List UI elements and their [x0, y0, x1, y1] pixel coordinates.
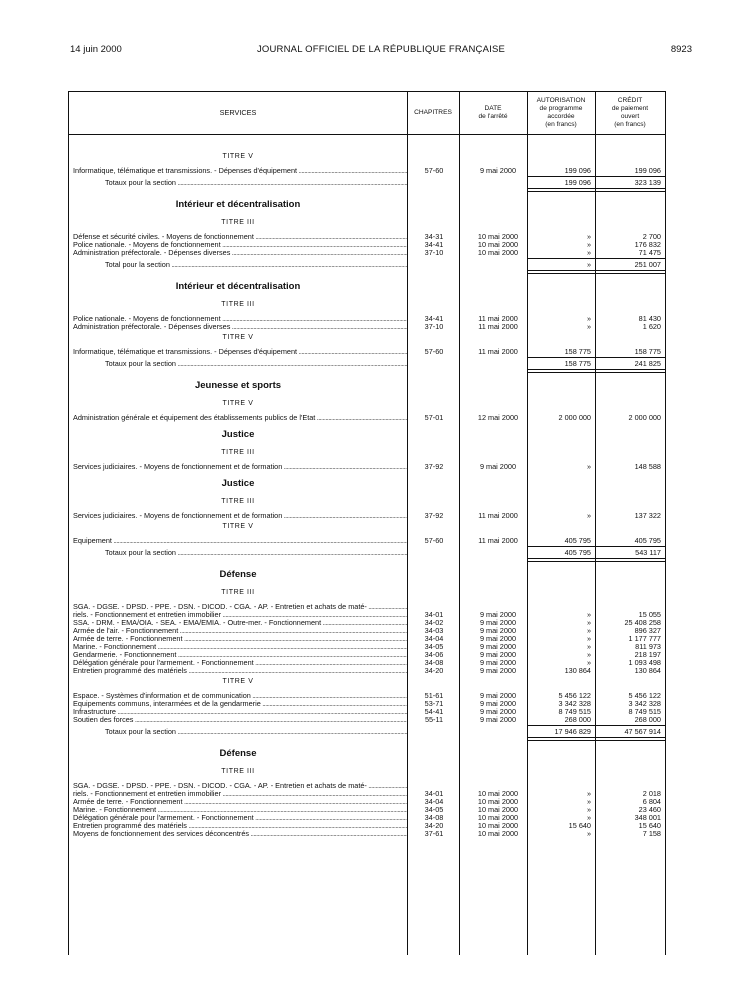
- chapitre-cell: 57-01: [424, 413, 444, 422]
- service-label: Equipement .....: [73, 536, 407, 545]
- titre-heading: TITRE III: [221, 768, 255, 775]
- total-row: [69, 727, 665, 736]
- date-cell: 9 mai 2000: [479, 699, 517, 708]
- credit-cell: 71 475: [638, 248, 661, 257]
- autorisation-cell: 158 775: [564, 359, 591, 368]
- credit-cell: 3 342 328: [628, 699, 661, 708]
- date-cell: 11 mai 2000: [478, 322, 518, 331]
- credit-cell: 23 460: [638, 805, 661, 814]
- autorisation-cell: »: [586, 618, 591, 627]
- chapitre-cell: 34-06: [424, 650, 444, 659]
- total-label: Totaux pour la section .....: [105, 359, 407, 368]
- autorisation-cell: »: [586, 314, 591, 323]
- service-label: Gendarmerie. - Fonctionnement .....: [73, 650, 407, 659]
- autorisation-cell: »: [586, 642, 591, 651]
- col-header-services: SERVICES: [219, 108, 257, 117]
- total-double-rule: [527, 369, 665, 373]
- service-label: Administration préfectorale. - Dépenses diverses .....: [73, 322, 407, 331]
- date-cell: 9 mai 2000: [479, 691, 517, 700]
- titre-heading: TITRE III: [221, 219, 255, 226]
- service-label: Infrastructure .....: [73, 707, 407, 716]
- credit-cell: 7 158: [642, 829, 661, 838]
- credit-cell: 25 408 258: [624, 618, 661, 627]
- table-row: [69, 536, 665, 545]
- credit-cell: 251 007: [634, 260, 661, 269]
- autorisation-cell: »: [586, 248, 591, 257]
- service-label: Informatique, télématique et transmissions. - Dépenses d'équipement .....: [73, 347, 407, 356]
- credit-cell: 241 825: [634, 359, 661, 368]
- chapitre-cell: 37-92: [424, 462, 444, 471]
- service-label: Défense et sécurité civiles. - Moyens de fonctionnement .....: [73, 232, 407, 241]
- page-header: [70, 44, 692, 58]
- credit-cell: 47 567 914: [624, 727, 661, 736]
- service-label: SGA. - DGSE. - DPSD. - PPE. - DSN. - DICOD. - CGA. - AP. - Entretien et achats de maté- .....: [73, 602, 407, 611]
- credit-cell: 6 804: [642, 797, 661, 806]
- total-double-rule: [527, 737, 665, 741]
- titre-heading: TITRE V: [222, 334, 254, 341]
- total-double-rule: [527, 188, 665, 192]
- table-row: [69, 347, 665, 356]
- autorisation-cell: »: [586, 805, 591, 814]
- titre-heading: TITRE III: [221, 589, 255, 596]
- chapitre-cell: 53-71: [424, 699, 444, 708]
- credit-cell: 405 795: [634, 536, 661, 545]
- autorisation-cell: 268 000: [564, 715, 591, 724]
- autorisation-cell: »: [586, 462, 591, 471]
- total-rule: [527, 258, 665, 259]
- autorisation-cell: 17 946 829: [554, 727, 591, 736]
- table-row: [69, 462, 665, 471]
- total-row: [69, 260, 665, 269]
- titre-heading: TITRE V: [222, 678, 254, 685]
- budget-table: [68, 91, 666, 955]
- chapitre-cell: 34-41: [424, 240, 444, 249]
- service-label: SSA. - DRM. - EMA/OIA. - SEA. - EMA/EMIA. - Outre-mer. - Fonctionnement .....: [73, 618, 407, 627]
- credit-cell: 1 177 777: [628, 634, 661, 643]
- header-date: 14 juin 2000: [70, 44, 122, 55]
- service-label: riels. - Fonctionnement et entretien immobilier .....: [73, 610, 407, 619]
- table-row: [69, 322, 665, 331]
- date-cell: 11 mai 2000: [478, 314, 518, 323]
- autorisation-cell: »: [586, 813, 591, 822]
- journal-title: JOURNAL OFFICIEL DE LA RÉPUBLIQUE FRANÇAISE: [256, 44, 506, 55]
- autorisation-cell: 15 640: [568, 821, 591, 830]
- autorisation-cell: »: [586, 240, 591, 249]
- chapitre-cell: 34-20: [424, 666, 444, 675]
- chapitre-cell: 34-08: [424, 813, 444, 822]
- credit-cell: 543 117: [635, 548, 661, 557]
- service-label: Police nationale. - Moyens de fonctionnement .....: [73, 314, 407, 323]
- chapitre-cell: 57-60: [424, 536, 444, 545]
- service-label: Moyens de fonctionnement des services déconcentrés .....: [73, 829, 407, 838]
- credit-cell: 2 018: [642, 789, 661, 798]
- credit-cell: 176 832: [634, 240, 661, 249]
- credit-cell: 15 055: [638, 610, 661, 619]
- date-cell: 9 mai 2000: [479, 666, 517, 675]
- credit-cell: 348 001: [634, 813, 661, 822]
- service-label: Administration générale et équipement des établissements publics de l'Etat .....: [73, 413, 407, 422]
- autorisation-cell: 199 096: [564, 166, 591, 175]
- table-row: [69, 248, 665, 257]
- date-cell: 9 mai 2000: [479, 626, 517, 635]
- autorisation-cell: »: [586, 634, 591, 643]
- autorisation-cell: »: [586, 829, 591, 838]
- chapitre-cell: 54-41: [424, 707, 444, 716]
- autorisation-cell: 3 342 328: [558, 699, 591, 708]
- autorisation-cell: 158 775: [564, 347, 591, 356]
- total-label: Total pour la section .....: [105, 260, 407, 269]
- table-row: [69, 166, 665, 175]
- chapitre-cell: 34-05: [424, 642, 444, 651]
- chapitre-cell: 34-03: [424, 626, 444, 635]
- table-row: [69, 511, 665, 520]
- section-heading: Défense: [219, 748, 257, 759]
- chapitre-cell: 51-61: [424, 691, 444, 700]
- credit-cell: 158 775: [634, 347, 661, 356]
- autorisation-cell: »: [586, 610, 591, 619]
- titre-heading: TITRE V: [222, 153, 254, 160]
- total-double-rule: [527, 270, 665, 274]
- titre-heading: TITRE V: [222, 523, 254, 530]
- service-label: Entretien programmé des matériels .....: [73, 821, 407, 830]
- autorisation-cell: »: [586, 511, 591, 520]
- credit-cell: 137 322: [634, 511, 661, 520]
- chapitre-cell: 57-60: [424, 166, 444, 175]
- service-label: SGA. - DGSE. - DPSD. - PPE. - DSN. - DICOD. - CGA. - AP. - Entretien et achats de maté- .....: [73, 781, 407, 790]
- autorisation-cell: 199 096: [564, 178, 591, 187]
- date-cell: 12 mai 2000: [477, 413, 519, 422]
- chapitre-cell: 34-02: [424, 618, 444, 627]
- date-cell: 11 mai 2000: [478, 511, 518, 520]
- autorisation-cell: »: [586, 232, 591, 241]
- credit-cell: 1 093 498: [628, 658, 661, 667]
- titre-heading: TITRE III: [221, 301, 255, 308]
- credit-cell: 218 197: [634, 650, 661, 659]
- date-cell: 10 mai 2000: [477, 829, 519, 838]
- table-row: [69, 666, 665, 675]
- service-label: Armée de l'air. - Fonctionnement .....: [73, 626, 407, 635]
- chapitre-cell: 37-10: [424, 248, 444, 257]
- autorisation-cell: »: [586, 260, 591, 269]
- col-header-date: DATE de l'arrêté: [478, 105, 508, 120]
- credit-cell: 5 456 122: [628, 691, 661, 700]
- service-label: Délégation générale pour l'armement. - Fonctionnement .....: [73, 813, 407, 822]
- chapitre-cell: 34-01: [424, 789, 444, 798]
- service-label: Services judiciaires. - Moyens de fonctionnement et de formation .....: [73, 462, 407, 471]
- section-heading: Défense: [219, 569, 257, 580]
- total-label: Totaux pour la section .....: [105, 727, 407, 736]
- date-cell: 10 mai 2000: [477, 797, 519, 806]
- chapitre-cell: 34-08: [424, 658, 444, 667]
- chapitre-cell: 34-01: [424, 610, 444, 619]
- credit-cell: 15 640: [638, 821, 661, 830]
- chapitre-cell: 34-20: [424, 821, 444, 830]
- autorisation-cell: 405 795: [564, 548, 591, 557]
- service-label: Marine. - Fonctionnement .....: [73, 642, 407, 651]
- chapitre-cell: 55-11: [424, 715, 444, 724]
- col-header-chapitres: CHAPITRES: [414, 109, 452, 116]
- table-row: [69, 413, 665, 422]
- autorisation-cell: 8 749 515: [558, 707, 591, 716]
- service-label: Equipements communs, interarmées et de la gendarmerie .....: [73, 699, 407, 708]
- autorisation-cell: »: [586, 626, 591, 635]
- credit-cell: 148 588: [634, 462, 661, 471]
- section-heading: Intérieur et décentralisation: [175, 281, 301, 292]
- total-label: Totaux pour la section .....: [105, 548, 407, 557]
- autorisation-cell: »: [586, 789, 591, 798]
- section-heading: Justice: [221, 429, 255, 440]
- date-cell: 10 mai 2000: [477, 821, 519, 830]
- credit-cell: 323 139: [634, 178, 661, 187]
- service-label: Informatique, télématique et transmissions. - Dépenses d'équipement .....: [73, 166, 407, 175]
- autorisation-cell: 130 864: [564, 666, 591, 675]
- total-row: [69, 548, 665, 557]
- chapitre-cell: 37-10: [424, 322, 444, 331]
- credit-cell: 896 327: [634, 626, 661, 635]
- total-rule: [527, 546, 665, 547]
- date-cell: 10 mai 2000: [477, 805, 519, 814]
- service-label: Armée de terre. - Fonctionnement .....: [73, 634, 407, 643]
- total-rule: [527, 176, 665, 177]
- service-label: Police nationale. - Moyens de fonctionnement .....: [73, 240, 407, 249]
- service-label: Administration préfectorale. - Dépenses diverses .....: [73, 248, 407, 257]
- total-label: Totaux pour la section .....: [105, 178, 407, 187]
- chapitre-cell: 37-92: [424, 511, 444, 520]
- credit-cell: 81 430: [638, 314, 661, 323]
- service-label: Marine. - Fonctionnement .....: [73, 805, 407, 814]
- date-cell: 9 mai 2000: [479, 658, 517, 667]
- table-header: [69, 91, 665, 135]
- chapitre-cell: 34-41: [424, 314, 444, 323]
- date-cell: 9 mai 2000: [479, 462, 517, 471]
- date-cell: 9 mai 2000: [479, 166, 517, 175]
- credit-cell: 130 864: [634, 666, 661, 675]
- titre-heading: TITRE III: [221, 449, 255, 456]
- col-header-credit: CRÉDIT de paiement ouvert (en francs): [611, 97, 649, 128]
- date-cell: 10 mai 2000: [477, 813, 519, 822]
- chapitre-cell: 34-04: [424, 797, 444, 806]
- total-double-rule: [527, 558, 665, 562]
- autorisation-cell: »: [586, 650, 591, 659]
- date-cell: 11 mai 2000: [478, 536, 518, 545]
- col-header-autorisation: AUTORISATION de programme accordée (en francs): [536, 97, 586, 128]
- chapitre-cell: 37-61: [424, 829, 444, 838]
- total-rule: [527, 725, 665, 726]
- service-label: Services judiciaires. - Moyens de fonctionnement et de formation .....: [73, 511, 407, 520]
- page-number: 8923: [670, 44, 692, 55]
- autorisation-cell: »: [586, 658, 591, 667]
- date-cell: 10 mai 2000: [477, 232, 519, 241]
- chapitre-cell: 57-60: [424, 347, 444, 356]
- autorisation-cell: »: [586, 322, 591, 331]
- autorisation-cell: 405 795: [564, 536, 591, 545]
- date-cell: 9 mai 2000: [479, 707, 517, 716]
- table-row: [69, 715, 665, 724]
- date-cell: 10 mai 2000: [477, 789, 519, 798]
- credit-cell: 268 000: [634, 715, 661, 724]
- date-cell: 9 mai 2000: [479, 634, 517, 643]
- autorisation-cell: 5 456 122: [558, 691, 591, 700]
- total-rule: [527, 357, 665, 358]
- chapitre-cell: 34-31: [424, 232, 444, 241]
- table-row: [69, 829, 665, 838]
- total-row: [69, 359, 665, 368]
- credit-cell: 199 096: [634, 166, 661, 175]
- date-cell: 9 mai 2000: [479, 618, 517, 627]
- date-cell: 10 mai 2000: [477, 240, 519, 249]
- total-row: [69, 178, 665, 187]
- service-label: riels. - Fonctionnement et entretien immobilier .....: [73, 789, 407, 798]
- service-label: Entretien programmé des matériels .....: [73, 666, 407, 675]
- titre-heading: TITRE III: [221, 498, 255, 505]
- credit-cell: 2 700: [642, 232, 661, 241]
- autorisation-cell: 2 000 000: [558, 413, 591, 422]
- autorisation-cell: »: [586, 797, 591, 806]
- credit-cell: 8 749 515: [628, 707, 661, 716]
- credit-cell: 1 620: [642, 322, 661, 331]
- date-cell: 9 mai 2000: [479, 715, 517, 724]
- credit-cell: 811 973: [635, 642, 661, 651]
- service-label: Espace. - Systèmes d'information et de communication .....: [73, 691, 407, 700]
- section-heading: Jeunesse et sports: [194, 380, 282, 391]
- section-heading: Intérieur et décentralisation: [175, 199, 301, 210]
- date-cell: 10 mai 2000: [477, 248, 519, 257]
- chapitre-cell: 34-05: [424, 805, 444, 814]
- service-label: Armée de terre. - Fonctionnement .....: [73, 797, 407, 806]
- section-heading: Justice: [221, 478, 255, 489]
- chapitre-cell: 34-04: [424, 634, 444, 643]
- date-cell: 11 mai 2000: [478, 347, 518, 356]
- credit-cell: 2 000 000: [628, 413, 661, 422]
- service-label: Délégation générale pour l'armement. - Fonctionnement .....: [73, 658, 407, 667]
- titre-heading: TITRE V: [222, 400, 254, 407]
- date-cell: 9 mai 2000: [479, 610, 517, 619]
- service-label: Soutien des forces .....: [73, 715, 407, 724]
- date-cell: 9 mai 2000: [479, 642, 517, 651]
- date-cell: 9 mai 2000: [479, 650, 517, 659]
